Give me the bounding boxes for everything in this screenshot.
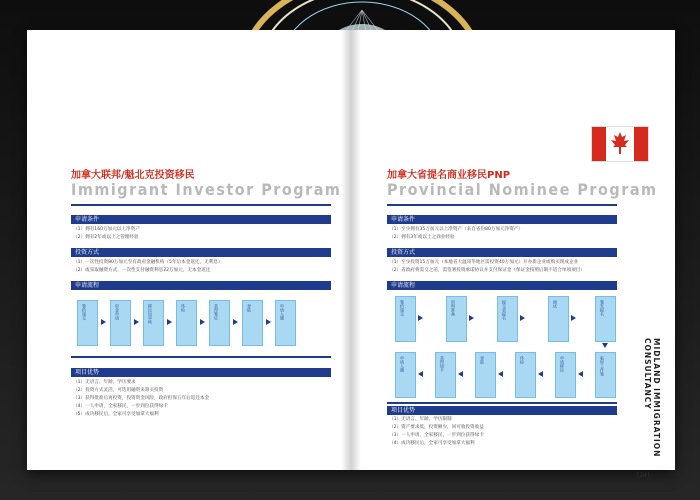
arrow-right-icon: [469, 315, 474, 321]
arrow-left-icon: [418, 371, 423, 377]
text-line: （2）拥有3年或以上之商业经验: [389, 235, 455, 240]
section-header: 项目优势: [387, 406, 617, 415]
arrow-left-icon: [538, 371, 543, 377]
flow-step: 资料准备: [446, 296, 467, 342]
flow-step: 申请移民: [555, 352, 576, 398]
text-line: （1）至少投资15万加元（本地省大温哥华地区需投资40万加元）开办新企业或购买现成企业: [389, 260, 579, 265]
text-line: （2）资产要求低，投资额少，回可收投资收益: [389, 425, 484, 430]
brochure-spread: [27, 30, 675, 479]
flow-underline: [387, 402, 617, 404]
left-title-cn: 加拿大联邦/魁北克投资移民: [71, 170, 195, 181]
flow-step: 提交省提名: [497, 296, 518, 342]
flow-step: 体检: [515, 352, 536, 398]
brand-sidebar-text: MIDLAND IMMIGRATION CONSULTANCY: [643, 338, 661, 458]
text-line: （2）拥有2年或以上之管理经验: [73, 235, 139, 240]
arrow-right-icon: [418, 315, 423, 321]
section-header: 申请流程: [71, 281, 331, 290]
text-line: （1）拥有160万加元以上净资产: [73, 227, 140, 232]
text-line: （1）至少拥有35万加元以上净资产（来自省份80万加元净资产）: [389, 227, 524, 232]
flow-step: 面试: [548, 296, 569, 342]
text-line: （4）一人申请，全家移民，一步到位获得绿卡: [73, 404, 168, 409]
arrow-right-icon: [233, 319, 238, 325]
flow-step: 临时工作签: [595, 352, 616, 398]
text-line: （3）一人申请，全家移民，一步到位获得绿卡: [389, 433, 484, 438]
arrow-right-icon: [266, 319, 271, 325]
flow-step: 获得签证: [209, 300, 230, 346]
left-page: [27, 30, 351, 470]
section-header: 申请条件: [71, 215, 331, 224]
page-gutter: [341, 30, 361, 470]
title-rule: [71, 204, 331, 206]
text-line: （1）一次性投资80万加元至有政府金融机构（5年后本金返还，无利息）: [73, 260, 223, 265]
right-page: [351, 30, 675, 479]
text-line: （1）无语言、年龄、学历限制: [389, 417, 452, 422]
section-header: 投资方式: [71, 248, 331, 257]
arrow-right-icon: [134, 319, 139, 325]
flow-step: 申请入籍: [275, 300, 296, 346]
flow-step: 签约递交: [77, 300, 98, 346]
section-header: 投资方式: [387, 248, 617, 257]
flow-underline: [71, 356, 331, 358]
flow-step: 移民局审核: [143, 300, 164, 346]
section-header: 申请条件: [387, 215, 617, 224]
left-title-en: Immigrant Investor Program: [71, 180, 342, 199]
maple-leaf-icon: [611, 132, 629, 154]
arrow-down-icon: [602, 343, 608, 348]
flow-step: 签约递交: [395, 296, 416, 342]
arrow-right-icon: [571, 315, 576, 321]
text-line: （2）投资方式灵活，可选用融资来筹买投资: [73, 388, 164, 393]
text-line: （3）获得批准后再投资，投资资金风险，政府担保五年后返还本金: [73, 396, 210, 401]
page-number: [24]: [637, 472, 650, 479]
flow-step: 申请入籍: [395, 352, 416, 398]
text-line: （2）省政府将需交之前，需签署投资承诺协议并支付保证金（保证金按照后期不适合单项项目）: [389, 268, 585, 273]
arrow-left-icon: [498, 371, 503, 377]
flow-step: 体检: [176, 300, 197, 346]
flow-step: 登陆: [475, 352, 496, 398]
flow-step: 签发提名: [595, 296, 616, 342]
title-rule: [387, 204, 617, 206]
flow-step: 获得绿卡: [435, 352, 456, 398]
arrow-right-icon: [520, 315, 525, 321]
text-line: （5）成功移民后，全家可享受加拿大福利: [73, 412, 159, 417]
right-title-cn: 加拿大省提名商业移民PNP: [387, 170, 511, 181]
text-line: （1）无语言、年龄、学历要求: [73, 380, 136, 385]
section-header: 申请流程: [387, 281, 617, 290]
flow-step: 登陆: [242, 300, 263, 346]
arrow-right-icon: [101, 319, 106, 325]
text-line: （4）成功移民后，全家可享受加拿大福利: [389, 441, 475, 446]
canada-flag: [591, 126, 649, 162]
section-header: 项目优势: [71, 368, 331, 377]
arrow-left-icon: [458, 371, 463, 377]
flow-step: 资金申请: [110, 300, 131, 346]
text-line: （2）或采取融资方式，一次性支付融资利息22万加元，无本金返还: [73, 268, 211, 273]
arrow-right-icon: [200, 319, 205, 325]
arrow-right-icon: [167, 319, 172, 325]
right-title-en: Provincial Nominee Program: [387, 180, 658, 199]
arrow-left-icon: [578, 371, 583, 377]
